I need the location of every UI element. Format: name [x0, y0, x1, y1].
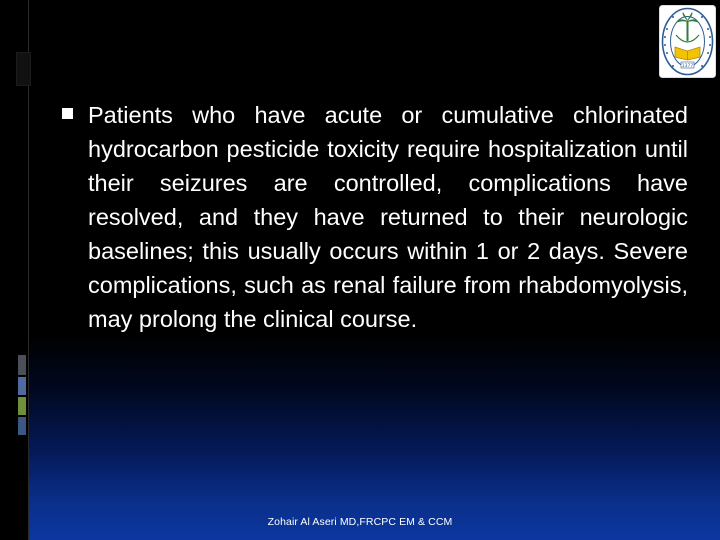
- slide-content: [62, 98, 688, 336]
- university-seal-icon: [659, 5, 716, 78]
- slide-footer: Zohair Al Aseri MD,FRCPC EM & CCM: [267, 516, 453, 528]
- logo-year: 1377: [681, 64, 694, 69]
- bullet-text: Patients who have acute or cumulative chlorinated hydrocarbon pesticide toxicity require hospitalization until their seizures are controlled, complications have resolved, and they have returned to their neurologic baselines; this usually occurs within 1 or 2 days. Severe complications, such as renal failure from rhabdomyolysis, may prolong the clinical course.: [88, 102, 688, 332]
- accent-bar-green: [18, 397, 26, 415]
- accent-bar-blue: [18, 377, 26, 395]
- accent-bar-gray: [18, 355, 26, 375]
- square-bullet-icon: [62, 108, 73, 119]
- top-accent-block: [16, 52, 31, 86]
- bullet-item: [62, 98, 688, 336]
- accent-bar-dark-blue: [18, 417, 26, 435]
